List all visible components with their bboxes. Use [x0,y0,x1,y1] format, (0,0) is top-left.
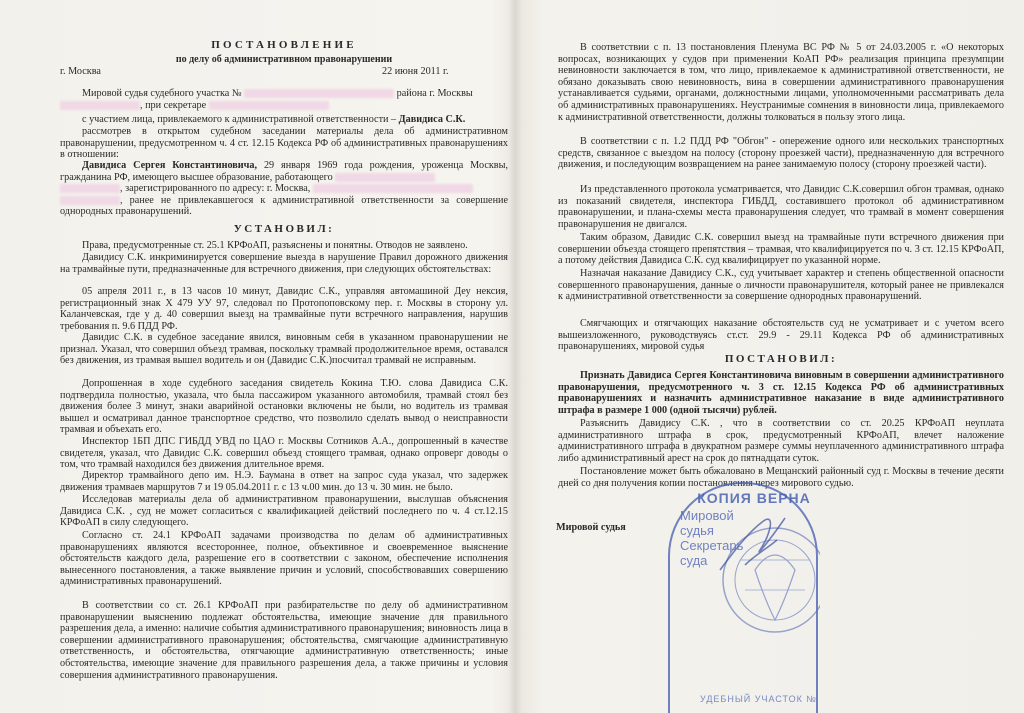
defendant-info: 29 января 1969 года рождения, уроженца Москвы, гражданина РФ, имеющего высшее образование, работающего [60,160,509,183]
stamp-title: КОПИЯ ВЕРНА [697,490,811,506]
resolved-heading: ПОСТАНОВИЛ: [724,353,838,365]
participant-name: Давидиса С.К. [398,114,466,125]
paragraph-charge [60,252,508,275]
plenum-text: В соответствии с п. 13 постановления Пленума ВС РФ № 5 от 24.03.2005 г. «О некоторых вопросах, возникающих у судов при применении КоАП РФ» реализация принципа презумпции невиновности заключается в том, что лицо, привлекаемое к административной ответственности, не обязано доказывать свою невиновность, вина в совершении административного правонарушения устанавливается судьями, органами, должностными лицами, уполномоченными рассматривать дела об административных правонарушениях. Неустранимые сомнения в виновности лица, привлекаемого к административной ответственности, должны толковаться в пользу этого лица. [558,42,1004,123]
explanation-text: Разъяснить Давидису С.К. , что в соответствии со ст. 20.25 КРФоАП неуплата административного штрафа в срок, предусмотренный КРФоАП, влечет наложение административного штрафа в двукратном размере суммы неуплаченного административного штрафа либо административный арест на срок до пятнадцати суток. [558,418,1004,464]
depot-text: Директор трамвайного депо им. Н.Э. Баумана в ответ на запрос суда указал, что задержек движения трамваев маршрутов 7 и 19 05.04.2011 г. с 13 ч.00 мин. до 13 ч. 30 мин. не было. [60,470,508,493]
document-title: ПОСТАНОВЛЕНИЕ [211,39,357,51]
stamp-text [680,508,743,568]
paragraph-qualification [558,232,1004,267]
judge-signature-label: Мировой судья [556,522,626,533]
stamp-line: Мировой [680,508,734,523]
participant-text: с участием лица, привлекаемого к административной ответственности – [82,114,397,125]
stamp-bottom-text: УДЕБНЫЙ УЧАСТОК № [700,694,817,704]
paragraph-examined [60,494,508,529]
examined-text: Исследовав материалы дела об административном правонарушении, выслушав объяснения Давидиса С.К. , суд не может согласиться с квалификацией действий последнего по ч. 4 ст.12.15 КРФоАП в силу следующего. [60,494,508,529]
redaction [60,184,120,193]
redaction [209,101,329,110]
redaction [60,196,120,205]
paragraph-participant [60,114,508,126]
paragraph-defendant-testimony [60,332,508,367]
redaction [335,173,435,182]
paragraph-article-26-1 [60,600,508,681]
witness-kokina-text: Допрошенная в ходе судебного заседания свидетель Кокина Т.Ю. слова Давидиса С.К. подтвердила полностью, указала, что была пассажиром указанного автомобиля, трамвай стоял без движения более 3 минут, знаки аварийной остановки включены не были, но водитель из трамвая вышел и осматривал данное транспортное средство, что позволило сделать вывод о неисправности трамвая и объехать его. [60,378,508,436]
circumstances-none-text: Смягчающих и отягчающих наказание обстоятельств суд не усматривает и с учетом всего вышеизложенного, руководствуясь ст.ст. 29.9 - 29.11 Кодекса РФ об административных правонарушениях, мировой судья [558,318,1004,353]
defendant-testimony-text: Давидис С.К. в судебное заседание явился, виновным себя в указанном правонарушении не признал. Указал, что совершил объезд трамвая, поскольку трамвай продолжительное время, оставался без движения, из трамвая вышел водитель и он (Давидис С.К.)посчитал трамвай не исправным. [60,332,508,367]
rights-text: Права, предусмотренные ст. 25.1 КРФоАП, разъяснены и понятны. Отводов не заявлено. [82,240,468,251]
paragraph-article-24-1 [60,530,508,588]
article-24-1-text: Согласно ст. 24.1 КРФоАП задачами производства по делам об административных правонарушениях являются всестороннее, полное, объективное и своевременное выяснение обстоятельств каждого дела, разрешение его в соответствии с законом, обеспечение исполнения вынесенного постановления, а также выявление причин и условий, способствовавших совершению административных правонарушений. [60,530,508,588]
page-fold [508,0,522,713]
established-heading: УСТАНОВИЛ: [233,223,335,235]
paragraph-verdict [558,370,1004,416]
inspector-text: Инспектор 1БП ДПС ГИБДД УВД по ЦАО г. Москвы Сотников А.А., допрошенный в качестве свидетеля, указал, что Давидис С.К. совершил объезд стоящего трамвая, однако опроверг доводы о том, что трамвай находился без движения длительное время. [60,436,508,471]
article-26-1-text: В соответствии со ст. 26.1 КРФоАП при разбирательстве по делу об административном правонарушении выяснению подлежат обстоятельства, имеющие значение для правильного разрешения дела, а именно: наличие события административного правонарушения; виновность лица в совершении административного правонарушения; обстоятельства, смягчающие административную ответственность, и обстоятельства, отягчающие административную ответственность; иные обстоятельства, имеющие значение для правильного разрешения дела, а также причины и условия совершения административного правонарушения. [60,600,508,681]
defendant-record: , ранее не привлекавшегося к административной ответственности за совершение однородных правонарушений. [60,194,508,218]
judge-line: Мировой судья судебного участка № [82,88,242,99]
paragraph-considered [60,126,508,161]
paragraph-explanation [558,418,1004,464]
paragraph-witness-kokina [60,378,508,436]
circumstances-text: 05 апреля 2011 г., в 13 часов 10 минут, Давидис С.К., управляя автомашиной Деу нексия, регистрационный знак Х 479 УУ 97, следовал по Протопоповскому пер. г. Москвы в сторону ул. Каланчевская, где у д. 40 совершил выезд на трамвайные пути встречного направления, нарушив требования п. 9.6 ПДД РФ. [60,286,508,332]
redaction [244,89,394,98]
document-subtitle: по делу об административном правонарушении [175,54,393,65]
district-line: района г. Москвы [396,88,473,99]
stamp-line: судья [680,523,714,538]
overtaking-definition-text: В соответствии с п. 1.2 ПДД РФ "Обгон" - опережение одного или нескольких транспортных средств, связанное с выездом на полосу (сторону проезжей части), предназначенную для встречного движения, и последующим возвращением на ранее занимаемую полосу (сторону проезжей части). [558,136,1004,171]
paragraph-inspector [60,436,508,471]
defendant-name: Давидиса Сергея Константиновича, [82,160,258,171]
appeal-text: Постановление может быть обжаловано в Мещанский районный суд г. Москвы в течение десяти дней со дня получения копии постановления через мирового судью. [558,466,1004,489]
paragraph-penalty [558,268,1004,303]
penalty-text: Назначая наказание Давидису С.К., суд учитывает характер и степень общественной опасности совершенного правонарушения, данные о личности правонарушителя, который ранее не привлекался к административной ответственности за совершение однородных правонарушений. [558,268,1004,303]
paragraph-rights [60,240,508,252]
defendant-address: , зарегистрированного по адресу: г. Москва, [120,183,311,195]
redaction [60,101,140,110]
stamp-line: Секретарь [680,538,744,553]
qualification-text: Таким образом, Давидис С.К. совершил выезд на трамвайные пути встречного движения при совершении объезда стоящего препятствия – трамвая, что квалифицируется по ч. 3 ст. 12.15 КРФоАП, а потому действия Давидиса С.К. суд квалифицирует по указанной норме. [558,232,1004,267]
stamp-line: суда [680,553,708,568]
paragraph-plenum [558,42,1004,123]
paragraph-overtaking-definition [558,136,1004,171]
charge-text: Давидису С.К. инкриминируется совершение выезда в нарушение Правил дорожного движения на трамвайные пути, предназначенные для встречного движения, при следующих обстоятельствах: [60,252,508,275]
paragraph-circumstances [60,286,508,332]
redaction [313,184,473,193]
paragraph-circumstances-none [558,318,1004,353]
paragraph-appeal [558,466,1004,489]
date: 22 июня 2011 г. [382,66,449,77]
paragraph-judge [60,88,508,111]
verdict-text: Признать Давидиса Сергея Константиновича виновным в совершении административного правонарушения, предусмотренного ч. 3 ст. 12.15 Кодекса РФ об административных правонарушениях и назначить административное наказание в виде административного штрафа в размере 1 000 (одной тысячи) рублей. [558,370,1004,416]
paragraph-protocol [558,184,1004,230]
considered-text: рассмотрев в открытом судебном заседании материалы дела об административном правонарушении, предусмотренном ч. 4 ст. 12.15 Кодекса РФ об административных правонарушениях в отношении: [60,126,508,161]
protocol-text: Из представленного протокола усматривается, что Давидис С.К.совершил обгон трамвая, однако из показаний свидетеля, инспектора ГИБДД, составившего протокол об административном правонарушении, и плана-схемы места правонарушения следует, что трамвай в момент совершения правонарушения не двигался. [558,184,1004,230]
paragraph-defendant [60,160,508,218]
secretary-line: , при секретаре [140,99,207,111]
city: г. Москва [60,66,101,77]
paragraph-depot [60,470,508,493]
